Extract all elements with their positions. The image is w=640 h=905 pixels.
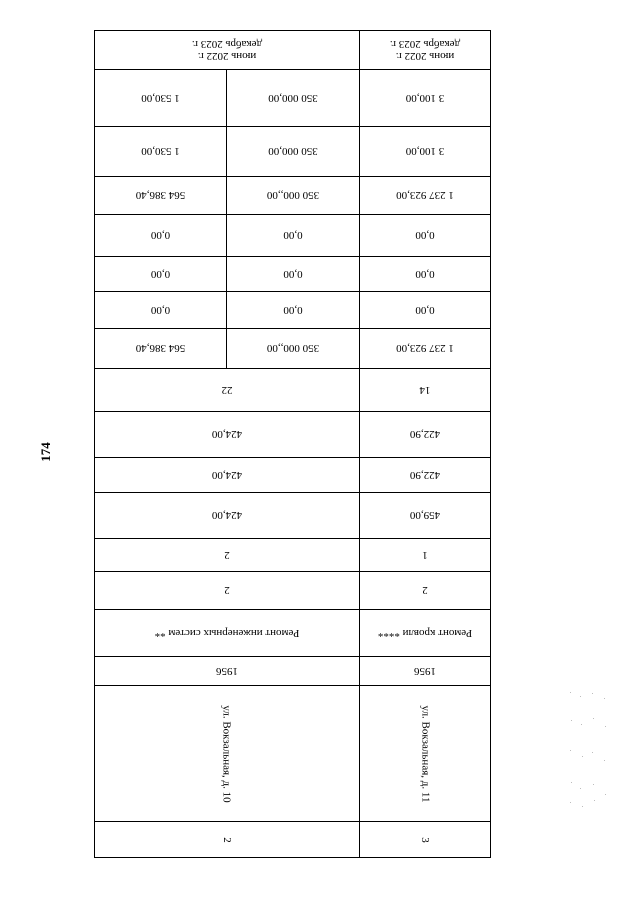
col3-r7: 1 237 923,00 xyxy=(396,342,454,355)
col2-r1b: 350 000,00 xyxy=(268,92,318,104)
col2-address: ул. Вокзальная, д. 10 xyxy=(221,704,233,803)
scan-artifacts xyxy=(568,690,608,810)
col2-r2a: 1 530,00 xyxy=(141,145,180,158)
col2-num-cell xyxy=(95,822,359,857)
col2-address-cell xyxy=(95,686,359,821)
col3-r5: 0,00 xyxy=(415,268,435,280)
col2-r2b: 350 000,00 xyxy=(268,145,318,158)
col3-r6: 0,00 xyxy=(415,304,435,316)
col3-r10: 422,90 xyxy=(409,469,441,481)
col2-r8: 22 xyxy=(221,384,233,396)
col2-r6a: 0,00 xyxy=(150,304,171,316)
col2-r7b: 350 000,,00 xyxy=(266,342,320,355)
col3-r12: 1 xyxy=(422,549,428,561)
col3-work-type: Ремонт кровли **** xyxy=(377,627,473,639)
col3-address: ул. Вокзальная, д. 11 xyxy=(418,705,431,802)
col3-r8: 14 xyxy=(419,384,431,396)
col3-period: июнь 2022 г. декабрь 2023 г. xyxy=(389,38,461,62)
col2-r4a: 0,00 xyxy=(150,229,171,242)
col3-r1: 3 100,00 xyxy=(405,92,445,104)
col3-year: 1956 xyxy=(414,665,436,677)
col2-r1a: 1 530,00 xyxy=(141,92,180,104)
col3-num-cell xyxy=(360,822,490,857)
col3-r4: 0,00 xyxy=(415,229,435,242)
col3-address-cell xyxy=(360,686,490,821)
col2-r3b: 350 000,,00 xyxy=(266,189,320,202)
col3-r9: 422,90 xyxy=(409,428,441,441)
col3-r13: 2 xyxy=(422,584,428,597)
col2-r5b: 0,00 xyxy=(283,268,303,280)
col2-r12: 2 xyxy=(224,549,230,561)
col2-r6b: 0,00 xyxy=(283,304,303,316)
col2-period: июнь 2022 г. декабрь 2023 г. xyxy=(191,38,263,62)
data-table xyxy=(94,30,491,858)
col2-num: 2 xyxy=(221,836,233,843)
col2-r9: 424,00 xyxy=(211,428,243,441)
col2-r13: 2 xyxy=(224,584,230,597)
col2-work-type: Ремонт инженерных систем ** xyxy=(154,627,300,639)
col2-r7a: 564 386,40 xyxy=(135,342,186,355)
col2-r3a: 564 386,40 xyxy=(135,189,186,202)
col2-r5a: 0,00 xyxy=(150,268,171,280)
col2-r11: 424,00 xyxy=(211,509,243,522)
col2-r10: 424,00 xyxy=(211,469,243,481)
col2-year: 1956 xyxy=(216,665,238,677)
col3-r11: 459,00 xyxy=(409,509,441,522)
col3-num: 3 xyxy=(419,836,431,843)
col3-r3: 1 237 923,00 xyxy=(396,189,454,202)
col3-r2: 3 100,00 xyxy=(405,145,445,158)
col2-r4b: 0,00 xyxy=(283,229,303,242)
page-number: 174 xyxy=(38,442,53,462)
